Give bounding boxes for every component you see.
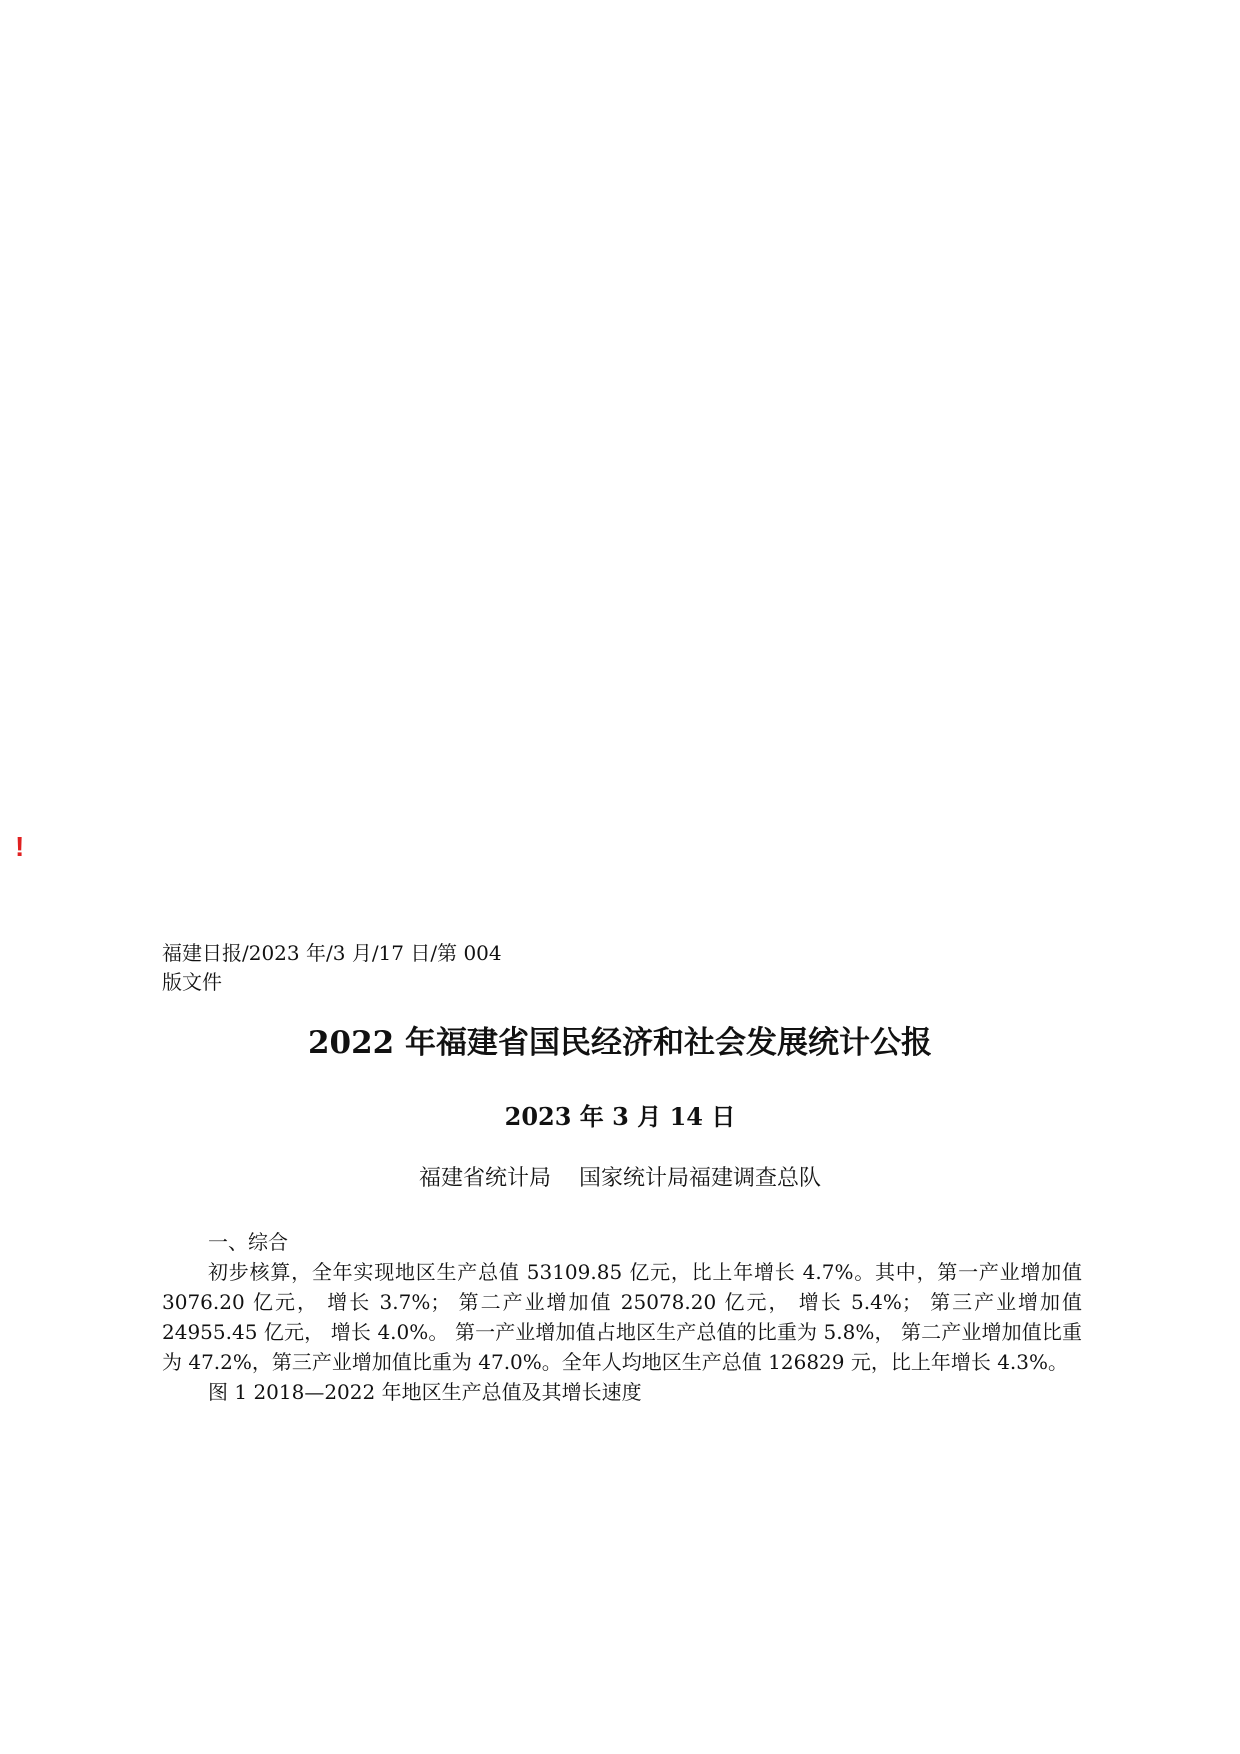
document-title: 2022 年福建省国民经济和社会发展统计公报 [307, 1025, 933, 1061]
publication-date: 2023 年 3 月 14 日 [504, 1102, 736, 1131]
section-heading: 一、综合 [208, 1230, 288, 1254]
issuer-provincial-bureau: 福建省统计局 [418, 1166, 551, 1191]
issuer-line [0, 1164, 1240, 1194]
issuer-survey-team: 国家统计局福建调查总队 [579, 1166, 822, 1191]
document-body [162, 1227, 1082, 1407]
summary-paragraph: 初步核算，全年实现地区生产总值 53109.85 亿元，比上年增长 4.7%。其中，第一产业增加值 3076.20 亿元， 增长 3.7%； 第二产业增加值 25078.20 亿元， 增长 5.4%； 第三产业增加值 24955.45 亿元， 增长 4.0%。 第一产业增加值占地区生产总值的比重为 5.8%， 第二产业增加值比重为 47.2%，第三产业增加值比重为 47.0%。全年人均地区生产总值 126829 元，比上年增长 4.3%。 [162, 1260, 1082, 1374]
warning-mark: ! [15, 831, 25, 862]
figure-caption: 图 1 2018—2022 年地区生产总值及其增长速度 [208, 1380, 642, 1404]
source-line: 福建日报/2023 年/3 月/17 日/第 004 版文件 [162, 941, 502, 994]
